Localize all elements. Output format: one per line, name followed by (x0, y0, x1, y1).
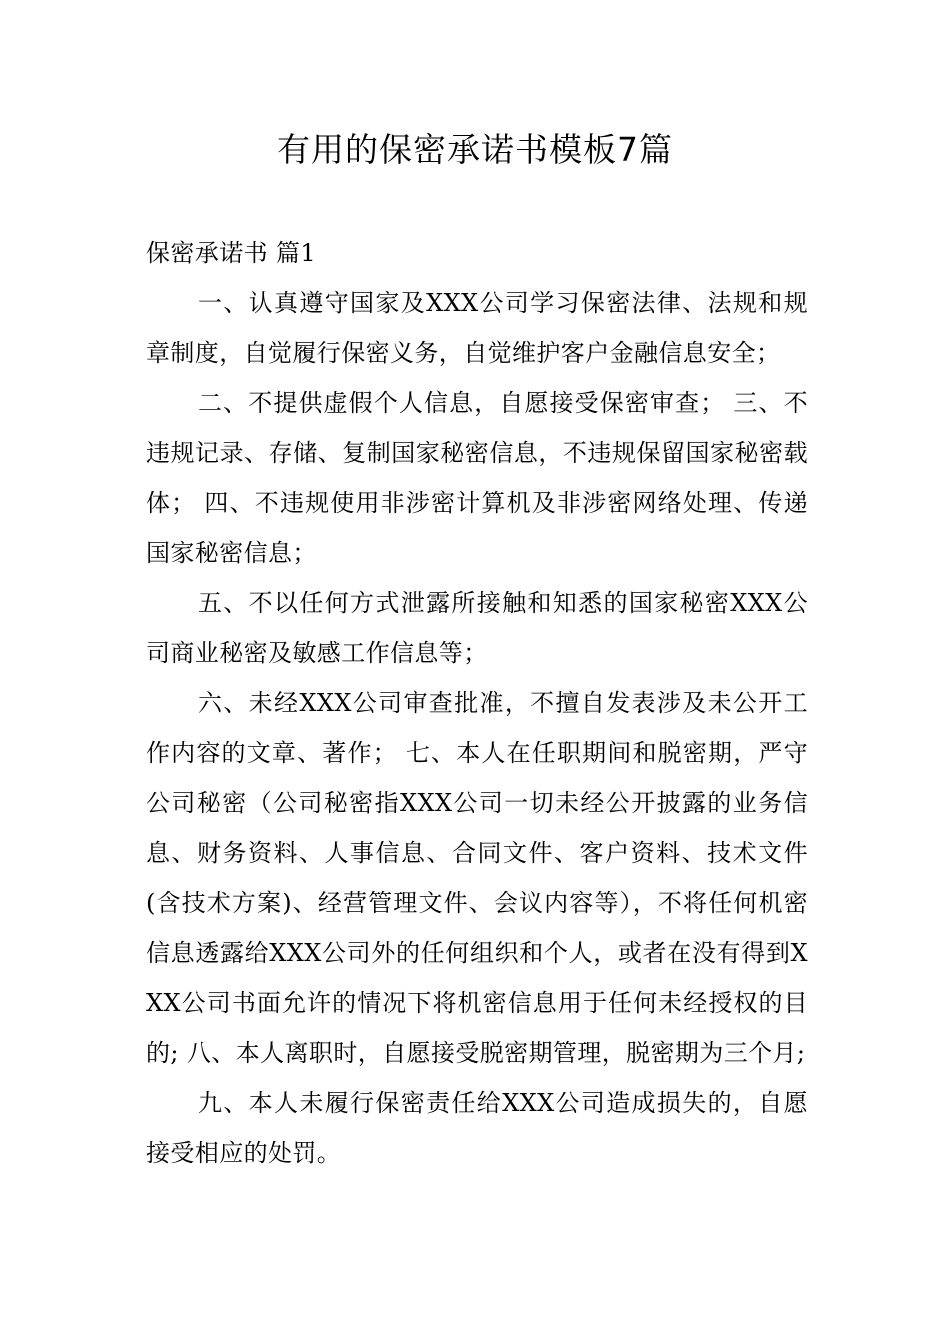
paragraph-4: 六、未经XXX公司审查批准，不擅自发表涉及未公开工作内容的文章、著作； 七、本人在任职期间和脱密期，严守公司秘密（公司秘密指XXX公司一切未经公开披露的业务信息、财务资料、人事信息、合同文件、客户资料、技术文件(含技术方案)、经营管理文件、会议内容等），不将任何机密信息透露给XXX公司外的任何组织和个人，或者在没有得到XXX公司书面允许的情况下将机密信息用于任何未经授权的目的; 八、本人离职时，自愿接受脱密期管理，脱密期为三个月; (146, 689, 808, 1067)
paragraph-5: 九、本人未履行保密责任给XXX公司造成损失的，自愿接受相应的处罚。 (146, 1089, 808, 1167)
document-title: 有用的保密承诺书模板7篇 (277, 130, 673, 169)
paragraph-2: 二、不提供虚假个人信息，自愿接受保密审查； 三、不违规记录、存储、复制国家秘密信息，不违规保留国家秘密载体； 四、不违规使用非涉密计算机及非涉密网络处理、传递国家秘密信息； (146, 389, 808, 567)
document-body (146, 228, 808, 1178)
section-heading: 保密承诺书 篇1 (146, 239, 317, 267)
paragraph-3: 五、不以任何方式泄露所接触和知悉的国家秘密XXX公司商业秘密及敏感工作信息等； (146, 589, 808, 667)
paragraph-1: 一、认真遵守国家及XXX公司学习保密法律、法规和规章制度，自觉履行保密义务，自觉维护客户金融信息安全； (146, 289, 808, 367)
